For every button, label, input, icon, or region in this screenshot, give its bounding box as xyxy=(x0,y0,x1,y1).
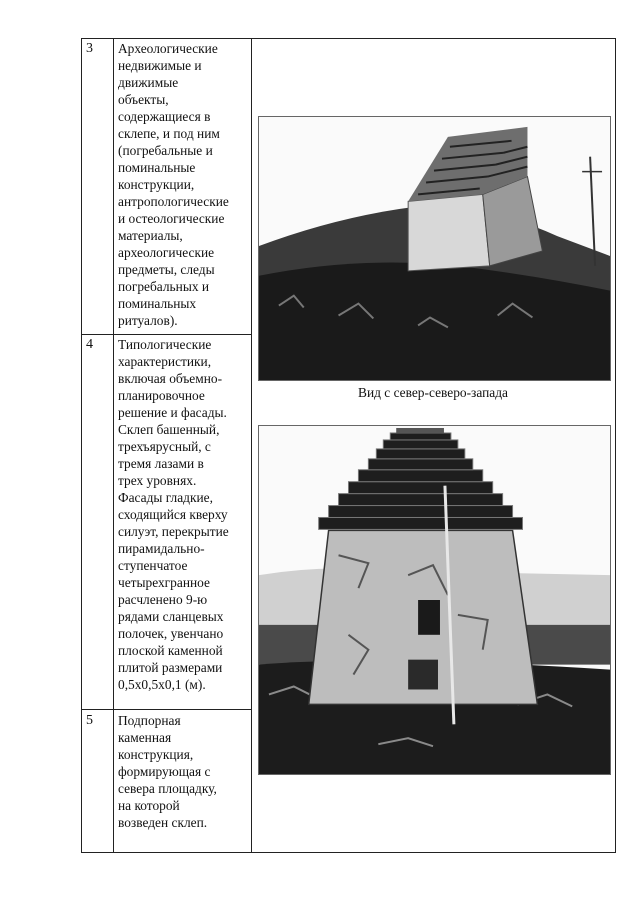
photo-caption: Вид с север-северо-запада xyxy=(358,385,508,400)
row-description: Археологические недвижимые и движимые объекты, содержащиеся в склепе, и под ним (погребальные и поминальные конструкции, антропологические и остеологические материалы, археологические предметы, следы погребальных и поминальных ритуалов). xyxy=(118,41,229,328)
crypt-photo-front xyxy=(258,425,611,775)
row-description: Типологические характеристики, включая объемно- планировочное решение и фасады. Склеп башенный, трехъярусный, с тремя лазами в трех уровнях. Фасады гладкие, сходящийся кверху силуэт, перекрытие пирамидально- ступенчатое четырехгранное расчленено 9-ю рядами сланцевых полочек, увенчано плоской каменной плитой размерами 0,5х0,5х0,1 (м). xyxy=(118,337,229,692)
table-border-bottom xyxy=(81,852,616,853)
row-description: Подпорная каменная конструкция, формирующая с севера площадку, на которой возведен склеп. xyxy=(118,713,217,830)
column-divider-2 xyxy=(251,38,252,853)
table-border-left xyxy=(81,38,82,853)
row-number: 5 xyxy=(86,713,93,728)
table-border-right xyxy=(615,38,616,853)
crypt-photo-nnw xyxy=(258,116,611,381)
row-number: 4 xyxy=(86,337,93,352)
row-divider-2 xyxy=(81,709,252,710)
table-border-top xyxy=(81,38,616,39)
row-number: 3 xyxy=(86,41,93,56)
row-divider-1 xyxy=(81,334,252,335)
column-divider-1 xyxy=(113,38,114,853)
